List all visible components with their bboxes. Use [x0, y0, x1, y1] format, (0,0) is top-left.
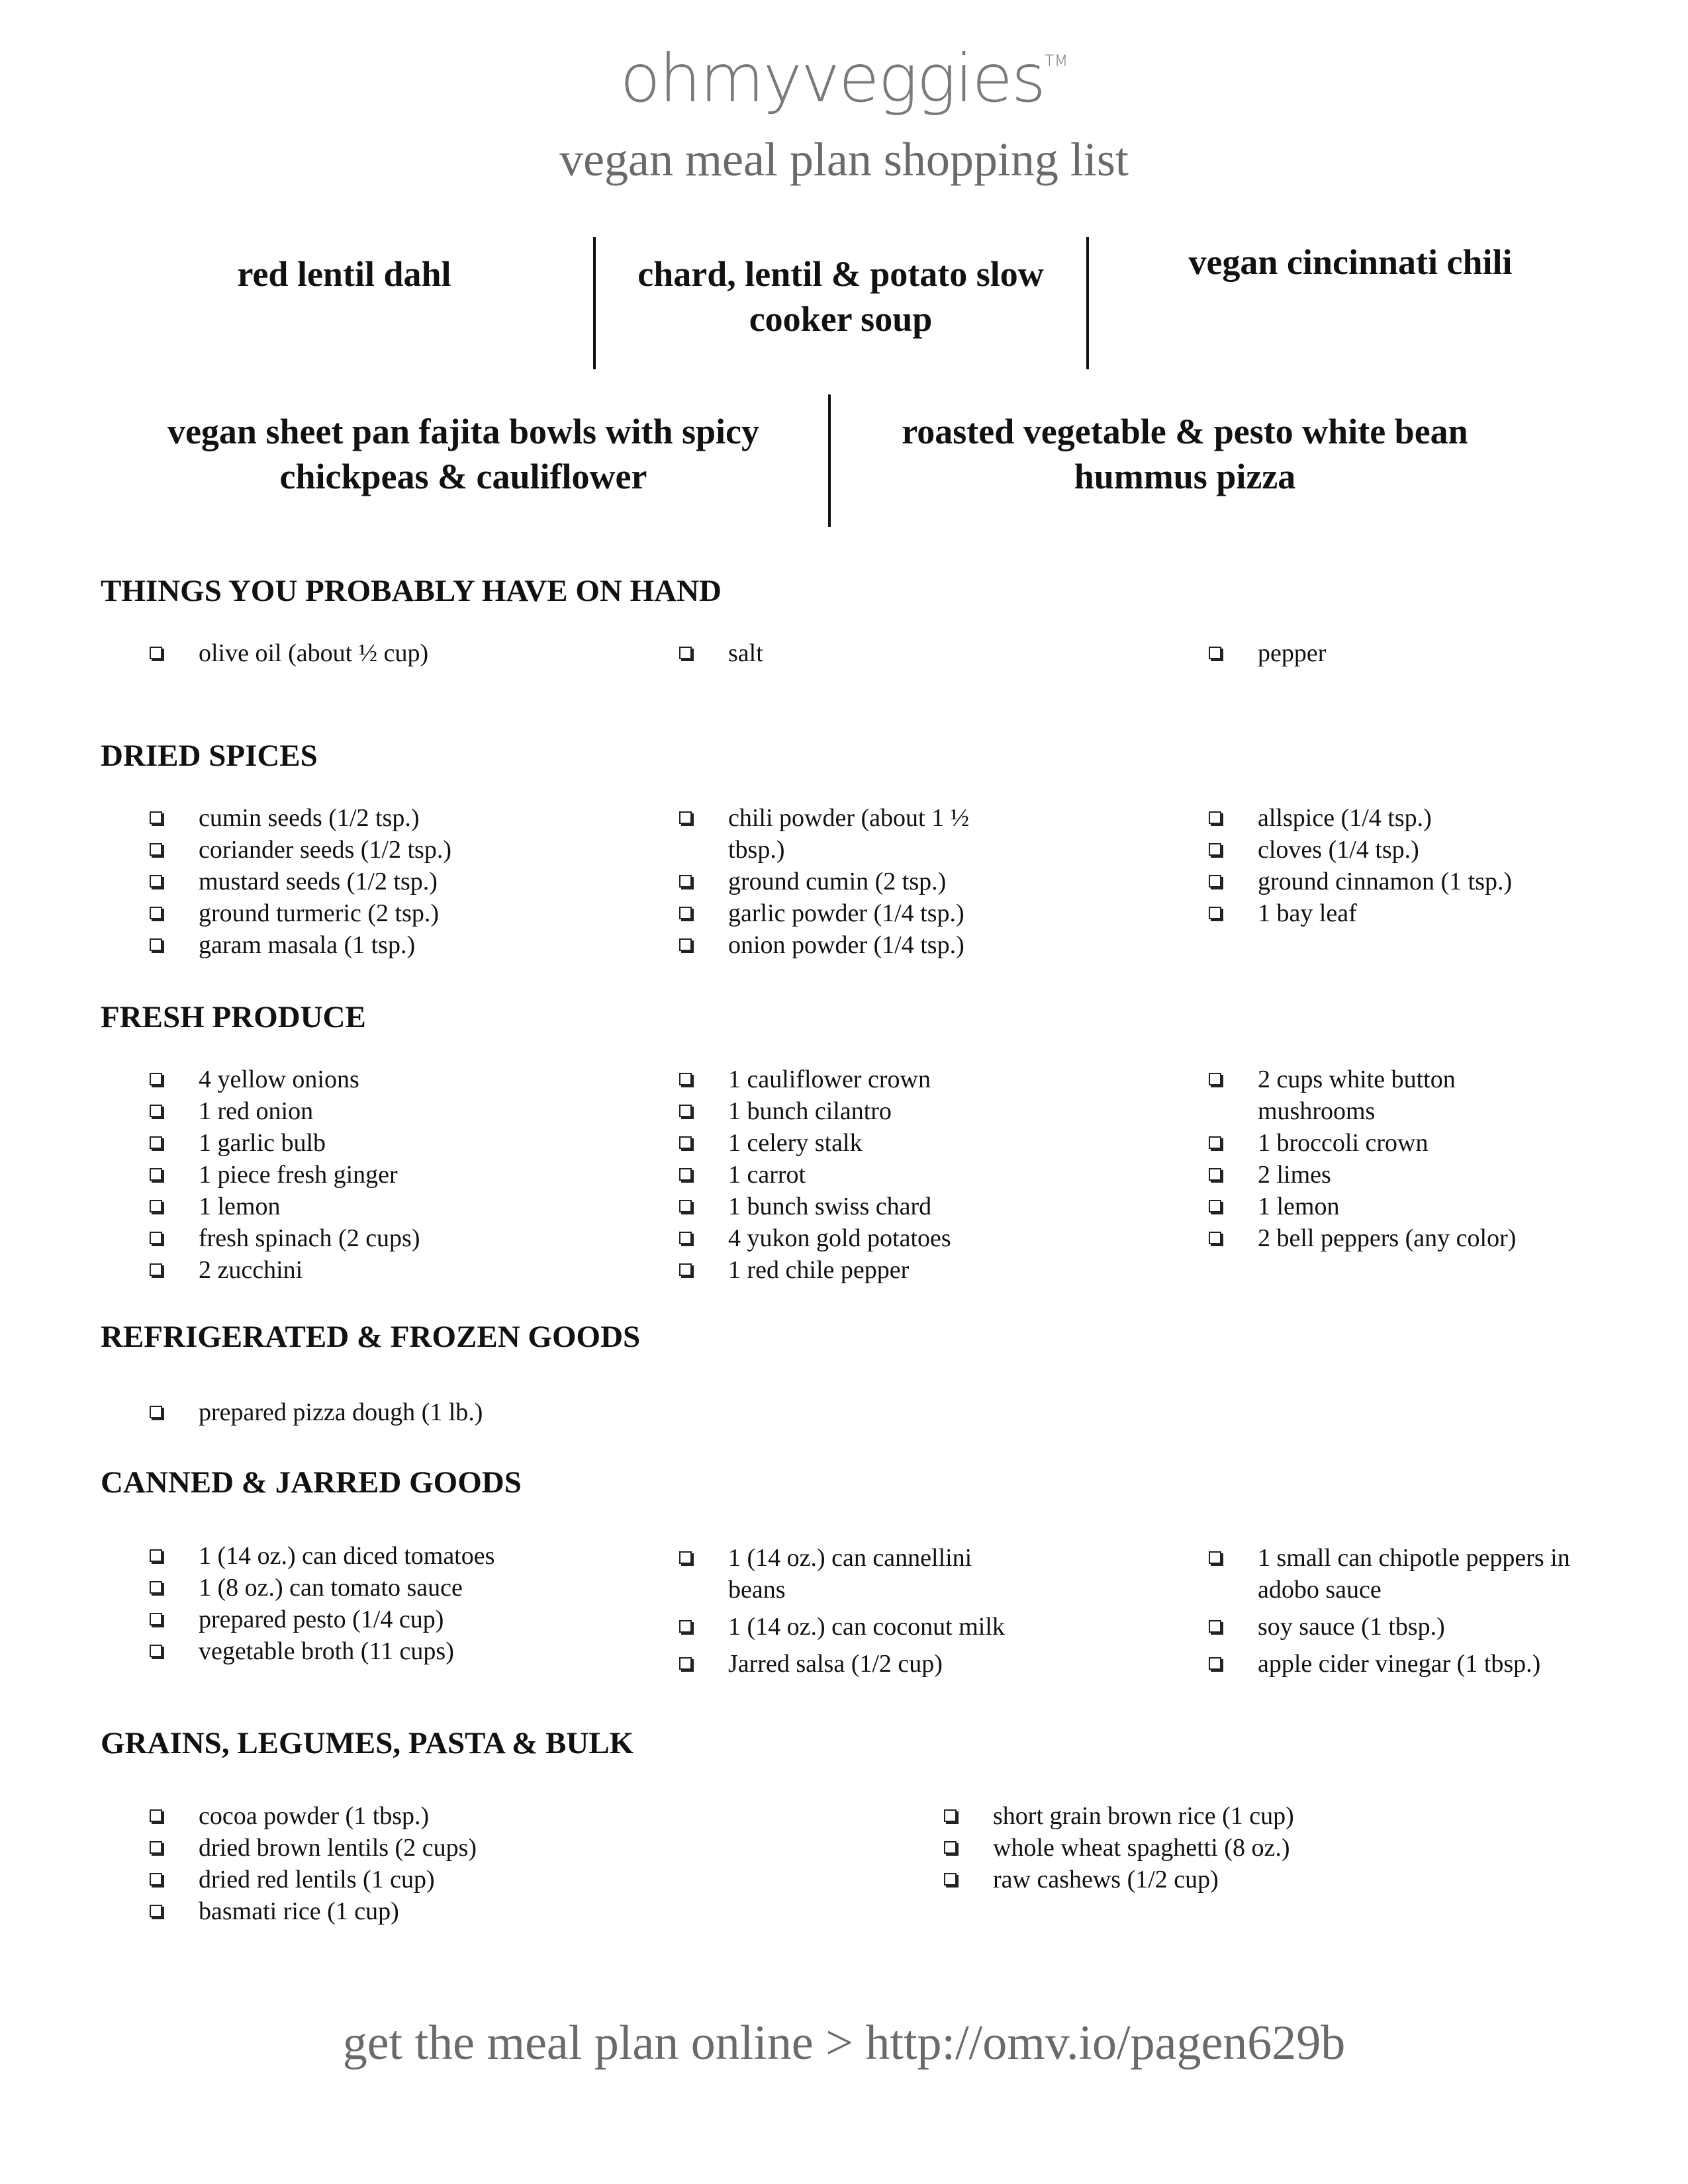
item-label: cloves (1/4 tsp.) — [1258, 836, 1419, 864]
checkbox[interactable] — [1209, 907, 1221, 919]
item-label: fresh spinach (2 cups) — [199, 1224, 420, 1252]
item-label: 1 broccoli crown — [1258, 1129, 1429, 1157]
checklist-canned-col3 — [1209, 1542, 1593, 1680]
item-label: 1 piece fresh ginger — [199, 1161, 398, 1189]
list-item — [944, 1832, 1540, 1864]
checklist-canned-col1 — [150, 1540, 639, 1667]
item-label: ground turmeric (2 tsp.) — [199, 899, 440, 927]
recipe-divider — [828, 394, 831, 527]
checkbox[interactable] — [150, 1168, 162, 1181]
list-item — [150, 1572, 639, 1604]
item-label: 1 lemon — [1258, 1193, 1340, 1220]
list-item — [1209, 1191, 1560, 1222]
checklist-spices-col2 — [679, 802, 1023, 961]
checkbox[interactable] — [679, 1232, 692, 1244]
checkbox[interactable] — [679, 1168, 692, 1181]
item-label: onion powder (1/4 tsp.) — [728, 931, 964, 959]
checklist-produce-col2 — [679, 1064, 1169, 1286]
list-item — [1209, 802, 1632, 834]
item-label: 1 red onion — [199, 1097, 314, 1125]
checklist-produce-col1 — [150, 1064, 639, 1286]
checkbox[interactable] — [150, 1613, 162, 1625]
checkbox[interactable] — [1209, 1551, 1221, 1564]
section-heading-fresh-produce: FRESH PRODUCE — [101, 1000, 366, 1034]
recipe-title-fajita-bowls: vegan sheet pan fajita bowls with spicy chickpeas & cauliflower — [167, 412, 760, 496]
item-label: garlic powder (1/4 tsp.) — [728, 899, 964, 927]
checkbox[interactable] — [150, 1581, 162, 1594]
checklist-canned-col2 — [679, 1542, 1010, 1680]
recipe-title-cincinnati-chili: vegan cincinnati chili — [1188, 242, 1513, 282]
checkbox[interactable] — [679, 647, 692, 659]
list-item — [679, 1064, 1169, 1095]
section-heading-dried-spices: DRIED SPICES — [101, 739, 318, 773]
item-label: 1 (8 oz.) can tomato sauce — [199, 1574, 463, 1602]
checkbox[interactable] — [150, 1549, 162, 1562]
checkbox[interactable] — [679, 1657, 692, 1670]
list-item — [679, 1648, 1010, 1680]
checkbox[interactable] — [150, 938, 162, 951]
item-label: 2 bell peppers (any color) — [1258, 1224, 1517, 1252]
checklist-spices-col3 — [1209, 802, 1632, 929]
list-item — [679, 1542, 1010, 1606]
checkbox[interactable] — [150, 1232, 162, 1244]
list-item — [1209, 1127, 1560, 1159]
item-label: dried red lentils (1 cup) — [199, 1866, 435, 1893]
checklist-on-hand-col2 — [679, 637, 1090, 669]
list-item — [1209, 1159, 1560, 1191]
checkbox[interactable] — [1209, 1168, 1221, 1181]
item-label: 1 (14 oz.) can cannellini beans — [728, 1544, 972, 1604]
item-label: 1 bunch swiss chard — [728, 1193, 932, 1220]
recipe-divider — [1086, 237, 1089, 369]
item-label: 1 red chile pepper — [728, 1256, 910, 1284]
checkbox[interactable] — [1209, 1073, 1221, 1085]
checkbox[interactable] — [679, 811, 692, 824]
item-label: vegetable broth (11 cups) — [199, 1637, 454, 1665]
item-label: raw cashews (1/2 cup) — [993, 1866, 1219, 1893]
list-item — [1209, 1542, 1593, 1606]
checkbox[interactable] — [679, 1551, 692, 1564]
item-label: cumin seeds (1/2 tsp.) — [199, 804, 420, 832]
item-label: mustard seeds (1/2 tsp.) — [199, 868, 438, 895]
checkbox[interactable] — [1209, 647, 1221, 659]
checkbox[interactable] — [944, 1873, 957, 1886]
list-item — [1209, 897, 1632, 929]
item-label: 2 zucchini — [199, 1256, 303, 1284]
list-item — [150, 1604, 639, 1635]
checkbox[interactable] — [150, 1105, 162, 1117]
item-label: dried brown lentils (2 cups) — [199, 1834, 477, 1862]
checkbox[interactable] — [1209, 1232, 1221, 1244]
checkbox[interactable] — [1209, 1620, 1221, 1633]
item-label: 1 cauliflower crown — [728, 1066, 931, 1093]
item-label: 4 yukon gold potatoes — [728, 1224, 951, 1252]
item-label: coriander seeds (1/2 tsp.) — [199, 836, 451, 864]
checkbox[interactable] — [679, 1136, 692, 1149]
checkbox[interactable] — [679, 1200, 692, 1212]
list-item — [944, 1864, 1540, 1895]
checkbox[interactable] — [1209, 1200, 1221, 1212]
checkbox[interactable] — [150, 1809, 162, 1822]
checkbox[interactable] — [679, 938, 692, 951]
item-label: 1 garlic bulb — [199, 1129, 326, 1157]
list-item — [150, 1864, 745, 1895]
checkbox[interactable] — [1209, 875, 1221, 887]
trademark-symbol: TM — [1044, 52, 1068, 70]
item-label: prepared pizza dough (1 lb.) — [199, 1398, 483, 1426]
list-item — [150, 1540, 639, 1572]
item-label: basmati rice (1 cup) — [199, 1897, 399, 1925]
list-item — [1209, 834, 1632, 866]
checkbox[interactable] — [1209, 1657, 1221, 1670]
checklist-on-hand-col1 — [150, 637, 613, 669]
list-item — [150, 1832, 745, 1864]
list-item — [679, 929, 1023, 961]
item-label: prepared pesto (1/4 cup) — [199, 1606, 444, 1633]
list-item — [1209, 1222, 1560, 1254]
list-item — [679, 1127, 1169, 1159]
checkbox[interactable] — [1209, 1136, 1221, 1149]
item-label: 1 small can chipotle peppers in adobo sauce — [1258, 1544, 1570, 1604]
list-item — [679, 866, 1023, 897]
item-label: 1 celery stalk — [728, 1129, 863, 1157]
item-label: olive oil (about ½ cup) — [199, 639, 429, 667]
checkbox[interactable] — [150, 1136, 162, 1149]
list-item — [150, 1159, 639, 1191]
checkbox[interactable] — [150, 1263, 162, 1276]
item-label: pepper — [1258, 639, 1327, 667]
checkbox[interactable] — [150, 1406, 162, 1418]
list-item — [1209, 1064, 1560, 1127]
item-label: 1 carrot — [728, 1161, 806, 1189]
checkbox[interactable] — [679, 875, 692, 887]
checkbox[interactable] — [150, 843, 162, 856]
item-label: 1 lemon — [199, 1193, 281, 1220]
checkbox[interactable] — [150, 1645, 162, 1657]
checklist-spices-col1 — [150, 802, 639, 961]
item-label: Jarred salsa (1/2 cup) — [728, 1650, 943, 1678]
item-label: 1 (14 oz.) can diced tomatoes — [199, 1542, 495, 1570]
item-label: ground cinnamon (1 tsp.) — [1258, 868, 1513, 895]
checkbox[interactable] — [150, 1073, 162, 1085]
checkbox[interactable] — [1209, 811, 1221, 824]
checkbox[interactable] — [679, 1105, 692, 1117]
list-item — [679, 802, 1023, 866]
list-item — [150, 929, 639, 961]
list-item — [150, 1095, 639, 1127]
recipe-divider — [593, 237, 596, 369]
item-label: allspice (1/4 tsp.) — [1258, 804, 1432, 832]
item-label: ground cumin (2 tsp.) — [728, 868, 947, 895]
list-item — [150, 1127, 639, 1159]
item-label: 4 yellow onions — [199, 1066, 359, 1093]
item-label: cocoa powder (1 tbsp.) — [199, 1802, 430, 1830]
list-item — [679, 1159, 1169, 1191]
list-item — [679, 897, 1023, 929]
list-item — [150, 802, 639, 834]
item-label: short grain brown rice (1 cup) — [993, 1802, 1294, 1830]
checkbox[interactable] — [150, 1873, 162, 1886]
checkbox[interactable] — [1209, 843, 1221, 856]
list-item — [679, 1254, 1169, 1286]
section-heading-canned: CANNED & JARRED GOODS — [101, 1465, 522, 1500]
item-label: 2 cups white button mushrooms — [1258, 1066, 1456, 1125]
checklist-on-hand-col3 — [1209, 637, 1619, 669]
item-label: soy sauce (1 tbsp.) — [1258, 1613, 1445, 1641]
checkbox[interactable] — [150, 1200, 162, 1212]
item-label: garam masala (1 tsp.) — [199, 931, 416, 959]
list-item — [150, 637, 613, 669]
brand-logo — [0, 40, 1688, 117]
list-item — [679, 1095, 1169, 1127]
list-item — [150, 866, 639, 897]
logo-text: ohmyveggies — [620, 40, 1045, 117]
checkbox[interactable] — [150, 875, 162, 887]
checkbox[interactable] — [944, 1809, 957, 1822]
item-label: chili powder (about 1 ½ tbsp.) — [728, 804, 970, 864]
list-item — [944, 1800, 1540, 1832]
checkbox[interactable] — [150, 647, 162, 659]
list-item — [679, 637, 1090, 669]
list-item — [150, 1396, 745, 1428]
item-label: apple cider vinegar (1 tbsp.) — [1258, 1650, 1541, 1678]
list-item — [1209, 1611, 1593, 1643]
list-item — [1209, 866, 1632, 897]
checkbox[interactable] — [150, 1905, 162, 1917]
list-item — [150, 1191, 639, 1222]
item-label: salt — [728, 639, 763, 667]
checkbox[interactable] — [679, 1263, 692, 1276]
list-item — [1209, 1648, 1593, 1680]
item-label: 1 bunch cilantro — [728, 1097, 892, 1125]
checkbox[interactable] — [679, 1620, 692, 1633]
item-label: whole wheat spaghetti (8 oz.) — [993, 1834, 1290, 1862]
checkbox[interactable] — [944, 1841, 957, 1854]
footer-link[interactable]: get the meal plan online > http://omv.io/pagen629b — [342, 2016, 1346, 2070]
checklist-grains-col2 — [944, 1800, 1540, 1895]
recipe-title-hummus-pizza: roasted vegetable & pesto white bean hummus pizza — [902, 412, 1468, 496]
item-label: 2 limes — [1258, 1161, 1331, 1189]
list-item — [150, 1254, 639, 1286]
list-item — [150, 1800, 745, 1832]
list-item — [150, 1222, 639, 1254]
section-heading-grains: GRAINS, LEGUMES, PASTA & BULK — [101, 1726, 634, 1760]
page-subtitle: vegan meal plan shopping list — [559, 133, 1129, 186]
checklist-grains-col1 — [150, 1800, 745, 1927]
list-item — [150, 1895, 745, 1927]
checklist-produce-col3 — [1209, 1064, 1560, 1254]
list-item — [150, 1635, 639, 1667]
checkbox[interactable] — [679, 907, 692, 919]
checkbox[interactable] — [150, 811, 162, 824]
checkbox[interactable] — [679, 1073, 692, 1085]
list-item — [679, 1222, 1169, 1254]
item-label: 1 bay leaf — [1258, 899, 1357, 927]
list-item — [150, 1064, 639, 1095]
checklist-refrigerated-col1 — [150, 1396, 745, 1428]
recipe-title-red-lentil-dahl: red lentil dahl — [237, 254, 451, 294]
item-label: 1 (14 oz.) can coconut milk — [728, 1613, 1005, 1641]
section-heading-refrigerated: REFRIGERATED & FROZEN GOODS — [101, 1320, 641, 1354]
list-item — [150, 834, 639, 866]
section-heading-on-hand: THINGS YOU PROBABLY HAVE ON HAND — [101, 574, 722, 608]
list-item — [1209, 637, 1619, 669]
list-item — [679, 1611, 1010, 1643]
recipe-title-chard-lentil-soup: chard, lentil & potato slow cooker soup — [637, 254, 1044, 339]
checkbox[interactable] — [150, 907, 162, 919]
checkbox[interactable] — [150, 1841, 162, 1854]
list-item — [150, 897, 639, 929]
list-item — [679, 1191, 1169, 1222]
